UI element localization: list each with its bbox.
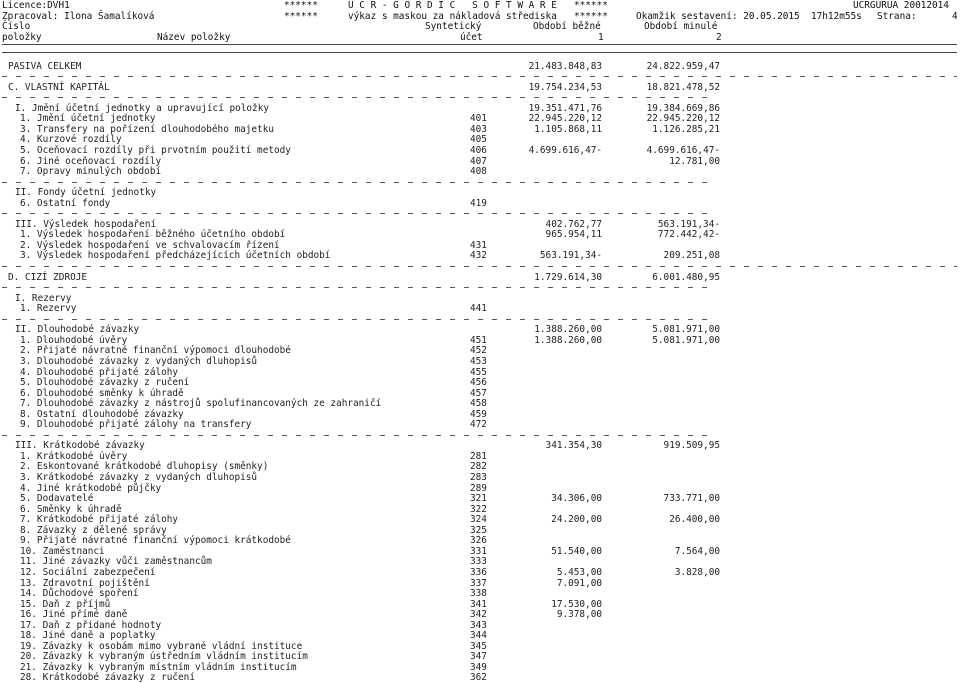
row-current: 51.540,00 — [551, 546, 602, 557]
row-name: 1. Jmění účetní jednotky — [20, 113, 156, 124]
row-name: 17. Daň z přidané hodnoty — [20, 620, 162, 631]
table-row — [0, 113, 960, 124]
row-account: 326 — [470, 535, 487, 546]
page-label: Strana: — [877, 11, 917, 22]
row-name: 14. Důchodové spoření — [20, 588, 139, 599]
row-name: 18. Jiné daně a poplatky — [20, 630, 156, 641]
row-account: 457 — [470, 388, 487, 399]
row-account: 338 — [470, 588, 487, 599]
row-current: 21.483.848,83 — [528, 61, 602, 72]
row-account: 432 — [470, 250, 487, 261]
row-name: II. Fondy účetní jednotky — [15, 187, 157, 198]
row-account: 331 — [470, 546, 487, 557]
row-name: C. VLASTNÍ KAPITÁL — [8, 82, 110, 93]
row-name: 19. Závazky k osobám mimo vybrané vládní instituce — [20, 641, 303, 652]
row-previous: 3.828,00 — [674, 567, 720, 578]
dashed-separator — [0, 282, 960, 293]
stars-left-2: ****** — [284, 11, 318, 22]
stars-left: ****** — [284, 0, 318, 11]
row-name: 6. Dlouhodobé směnky k úhradě — [20, 388, 184, 399]
row-name: 11. Jiné závazky vůči zaměstnancům — [20, 556, 212, 567]
row-name: 3. Dlouhodobé závazky z vydaných dluhopisů — [20, 356, 258, 367]
row-name: 5. Dodavatelé — [20, 493, 94, 504]
table-row — [0, 303, 960, 314]
row-account: 472 — [470, 419, 487, 430]
row-account: 362 — [470, 672, 487, 683]
table-row — [0, 472, 960, 483]
table-row — [0, 324, 960, 335]
row-name: 13. Zdravotní pojištění — [20, 578, 150, 589]
row-account: 408 — [470, 166, 487, 177]
row-name: 2. Eskontované krátkodobé dluhopisy (směnky) — [20, 461, 269, 472]
row-name: 5. Oceňovací rozdíly při prvotním použití metody — [20, 145, 291, 156]
row-account: 333 — [470, 556, 487, 567]
row-previous: 733.771,00 — [663, 493, 720, 504]
table-row — [0, 493, 960, 504]
row-name: III. Krátkodobé závazky — [15, 440, 145, 451]
row-name: 1. Výsledek hospodaření běžného účetního období — [20, 229, 286, 240]
row-account: 405 — [470, 134, 487, 145]
row-previous: 5.081.971,00 — [652, 335, 720, 346]
table-row — [0, 440, 960, 451]
row-account: 343 — [470, 620, 487, 631]
row-name: III. Výsledek hospodaření — [15, 219, 157, 230]
table-row — [0, 187, 960, 198]
row-name: 8. Závazky z dělené správy — [20, 525, 167, 536]
row-name: 28. Krátkodobé závazky z ručení — [20, 672, 195, 683]
row-name: 15. Daň z příjmů — [20, 599, 111, 610]
row-account: 289 — [470, 483, 487, 494]
row-account: 324 — [470, 514, 487, 525]
row-account: 347 — [470, 651, 487, 662]
table-row — [0, 145, 960, 156]
row-name: D. CIZÍ ZDROJE — [8, 272, 88, 283]
row-account: 459 — [470, 409, 487, 420]
row-account: 406 — [470, 145, 487, 156]
row-previous: 18.821.478,52 — [646, 82, 720, 93]
row-account: 282 — [470, 461, 487, 472]
table-row — [0, 567, 960, 578]
row-current: 4.699.616,47- — [528, 145, 602, 156]
report-subtitle: výkaz s maskou za nákladová střediska — [348, 11, 557, 22]
report-header-line3-prev — [0, 21, 960, 32]
author-text: Zpracoval: Ilona Šamalíková — [2, 11, 155, 22]
table-row — [0, 419, 960, 430]
row-name: 4. Jiné krátkodobé půjčky — [20, 483, 162, 494]
build-timestamp: Okamžik sestavení: 20.05.2015 17h12m55s — [636, 11, 862, 22]
header-separator — [0, 39, 960, 50]
row-current: 22.945.220,12 — [528, 113, 602, 124]
row-name: 3. Krátkodobé závazky z vydaných dluhopisů — [20, 472, 258, 483]
row-account: 325 — [470, 525, 487, 536]
table-row — [0, 556, 960, 567]
row-name: 7. Opravy minulých období — [20, 166, 162, 177]
row-account: 431 — [470, 240, 487, 251]
row-previous: 7.564,00 — [674, 546, 720, 557]
row-name: I. Rezervy — [15, 293, 72, 304]
row-account: 456 — [470, 377, 487, 388]
row-account: 455 — [470, 367, 487, 378]
row-previous: 4.699.616,47- — [646, 145, 720, 156]
row-previous: 24.822.959,47 — [646, 61, 720, 72]
row-current: 9.378,00 — [556, 609, 602, 620]
row-current: 24.200,00 — [551, 514, 602, 525]
row-current: 1.388.260,00 — [534, 335, 602, 346]
row-current: 19.351.471,76 — [528, 103, 602, 114]
row-current: 5.453,00 — [556, 567, 602, 578]
column-name-head: Název položky — [157, 32, 231, 43]
row-name: 8. Ostatní dlouhodobé závazky — [20, 409, 184, 420]
stars-right: ****** — [574, 0, 608, 11]
row-name: 21. Závazky k vybraným místním vládním institucím — [20, 662, 297, 673]
table-row — [0, 651, 960, 662]
stars-right-2: ****** — [574, 11, 608, 22]
dashed-separator — [0, 208, 960, 219]
row-account: 321 — [470, 493, 487, 504]
row-account: 401 — [470, 113, 487, 124]
row-name: PASIVA CELKEM — [8, 61, 82, 72]
row-previous: 563.191,34- — [657, 219, 720, 230]
table-row — [0, 588, 960, 599]
row-previous: 1.126.285,21 — [652, 124, 720, 135]
row-current: 1.388.260,00 — [534, 324, 602, 335]
row-current: 402.762,77 — [545, 219, 602, 230]
row-account: 341 — [470, 599, 487, 610]
row-name: 6. Ostatní fondy — [20, 198, 111, 209]
table-row — [0, 630, 960, 641]
row-previous: 209.251,08 — [663, 250, 720, 261]
row-name: 7. Krátkodobé přijaté zálohy — [20, 514, 179, 525]
row-name: 16. Jiné přímé daně — [20, 609, 128, 620]
row-current: 1.729.614,30 — [534, 272, 602, 283]
table-row — [0, 535, 960, 546]
row-account: 451 — [470, 335, 487, 346]
row-account: 283 — [470, 472, 487, 483]
row-name: 9. Dlouhodobé přijaté zálohy na transfery — [20, 419, 252, 430]
column-current-head-2: 1 — [598, 32, 604, 43]
table-row — [0, 461, 960, 472]
table-row — [0, 229, 960, 240]
column-account-head: Syntetický — [425, 21, 482, 32]
row-account: 322 — [470, 504, 487, 515]
row-name: 3. Transfery na pořízení dlouhodobého majetku — [20, 124, 274, 135]
row-name: I. Jmění účetní jednotky a upravující položky — [15, 103, 269, 114]
row-name: 1. Rezervy — [20, 303, 77, 314]
company-name: U C R - G O R D I C S O F T W A R E — [348, 0, 557, 11]
row-account: 336 — [470, 567, 487, 578]
row-current: 965.954,11 — [545, 229, 602, 240]
row-current: 7.091,00 — [556, 578, 602, 589]
row-account: 453 — [470, 356, 487, 367]
row-previous: 12.781,00 — [669, 156, 720, 167]
row-previous: 919.509,95 — [663, 440, 720, 451]
licence-text: Licence:DVH1 — [2, 0, 70, 11]
table-row — [0, 356, 960, 367]
section-separator — [0, 50, 960, 61]
row-name: 5. Dlouhodobé závazky z ručení — [20, 377, 190, 388]
row-name: 3. Výsledek hospodaření předcházejících účetních období — [20, 250, 331, 261]
row-account: 281 — [470, 451, 487, 462]
table-row — [0, 609, 960, 620]
row-name: 20. Závazky k vybraným ústředním vládním institucím — [20, 651, 308, 662]
column-previous-head-2: 2 — [716, 32, 722, 43]
dashed-separator — [0, 92, 960, 103]
application-code: UCRGURUA 20012014 — [853, 0, 949, 11]
row-name: 9. Přijaté návratné finanční výpomoci krátkodobé — [20, 535, 291, 546]
row-current: 19.754.234,53 — [528, 82, 602, 93]
column-account-head-2: účet — [460, 32, 483, 43]
table-row — [0, 250, 960, 261]
row-name: 12. Sociální zabezpečení — [20, 567, 156, 578]
row-account: 342 — [470, 609, 487, 620]
row-previous: 6.001.480,95 — [652, 272, 720, 283]
row-name: 4. Dlouhodobé přijaté zálohy — [20, 367, 179, 378]
row-account: 344 — [470, 630, 487, 641]
row-name: 2. Výsledek hospodaření ve schvalovacím řízení — [20, 240, 280, 251]
row-name: 6. Směnky k úhradě — [20, 504, 122, 515]
column-number-head: Číslo — [2, 21, 31, 32]
row-name: II. Dlouhodobé závazky — [15, 324, 140, 335]
table-row — [0, 398, 960, 409]
row-current: 17.530,00 — [551, 599, 602, 610]
table-row — [0, 514, 960, 525]
page-number: 4 — [952, 11, 958, 22]
row-account: 403 — [470, 124, 487, 135]
row-previous: 19.384.669,86 — [646, 103, 720, 114]
dashed-separator — [0, 71, 960, 82]
row-name: 1. Dlouhodobé úvěry — [20, 335, 128, 346]
row-name: 6. Jiné oceňovací rozdíly — [20, 156, 162, 167]
row-current: 1.105.868,11 — [534, 124, 602, 135]
table-row — [0, 377, 960, 388]
row-name: 1. Krátkodobé úvěry — [20, 451, 128, 462]
row-account: 407 — [470, 156, 487, 167]
table-row — [0, 672, 960, 683]
column-previous-head: Období minulé — [644, 21, 718, 32]
row-name: 4. Kurzové rozdíly — [20, 134, 122, 145]
row-name: 7. Dlouhodobé závazky z nástrojů spolufinancovaných ze zahraničí — [20, 398, 382, 409]
report-header-line1 — [0, 0, 960, 11]
row-account: 452 — [470, 345, 487, 356]
row-account: 345 — [470, 641, 487, 652]
column-number-head-2: položky — [2, 32, 42, 43]
row-account: 441 — [470, 303, 487, 314]
row-account: 349 — [470, 662, 487, 673]
dashed-separator — [0, 261, 960, 272]
row-name: 2. Přijaté návratné finanční výpomoci dlouhodobé — [20, 345, 291, 356]
row-previous: 772.442,42- — [657, 229, 720, 240]
row-name: 10. Zaměstnanci — [20, 546, 105, 557]
row-previous: 5.081.971,00 — [652, 324, 720, 335]
row-previous: 22.945.220,12 — [646, 113, 720, 124]
row-previous: 26.400,00 — [669, 514, 720, 525]
table-row — [0, 134, 960, 145]
row-account: 458 — [470, 398, 487, 409]
row-current: 563.191,34- — [539, 250, 602, 261]
row-account: 419 — [470, 198, 487, 209]
table-row — [0, 166, 960, 177]
row-current: 341.354,30 — [545, 440, 602, 451]
row-account: 337 — [470, 578, 487, 589]
table-row — [0, 345, 960, 356]
row-current: 34.306,00 — [551, 493, 602, 504]
column-current-head: Období běžné — [533, 21, 601, 32]
